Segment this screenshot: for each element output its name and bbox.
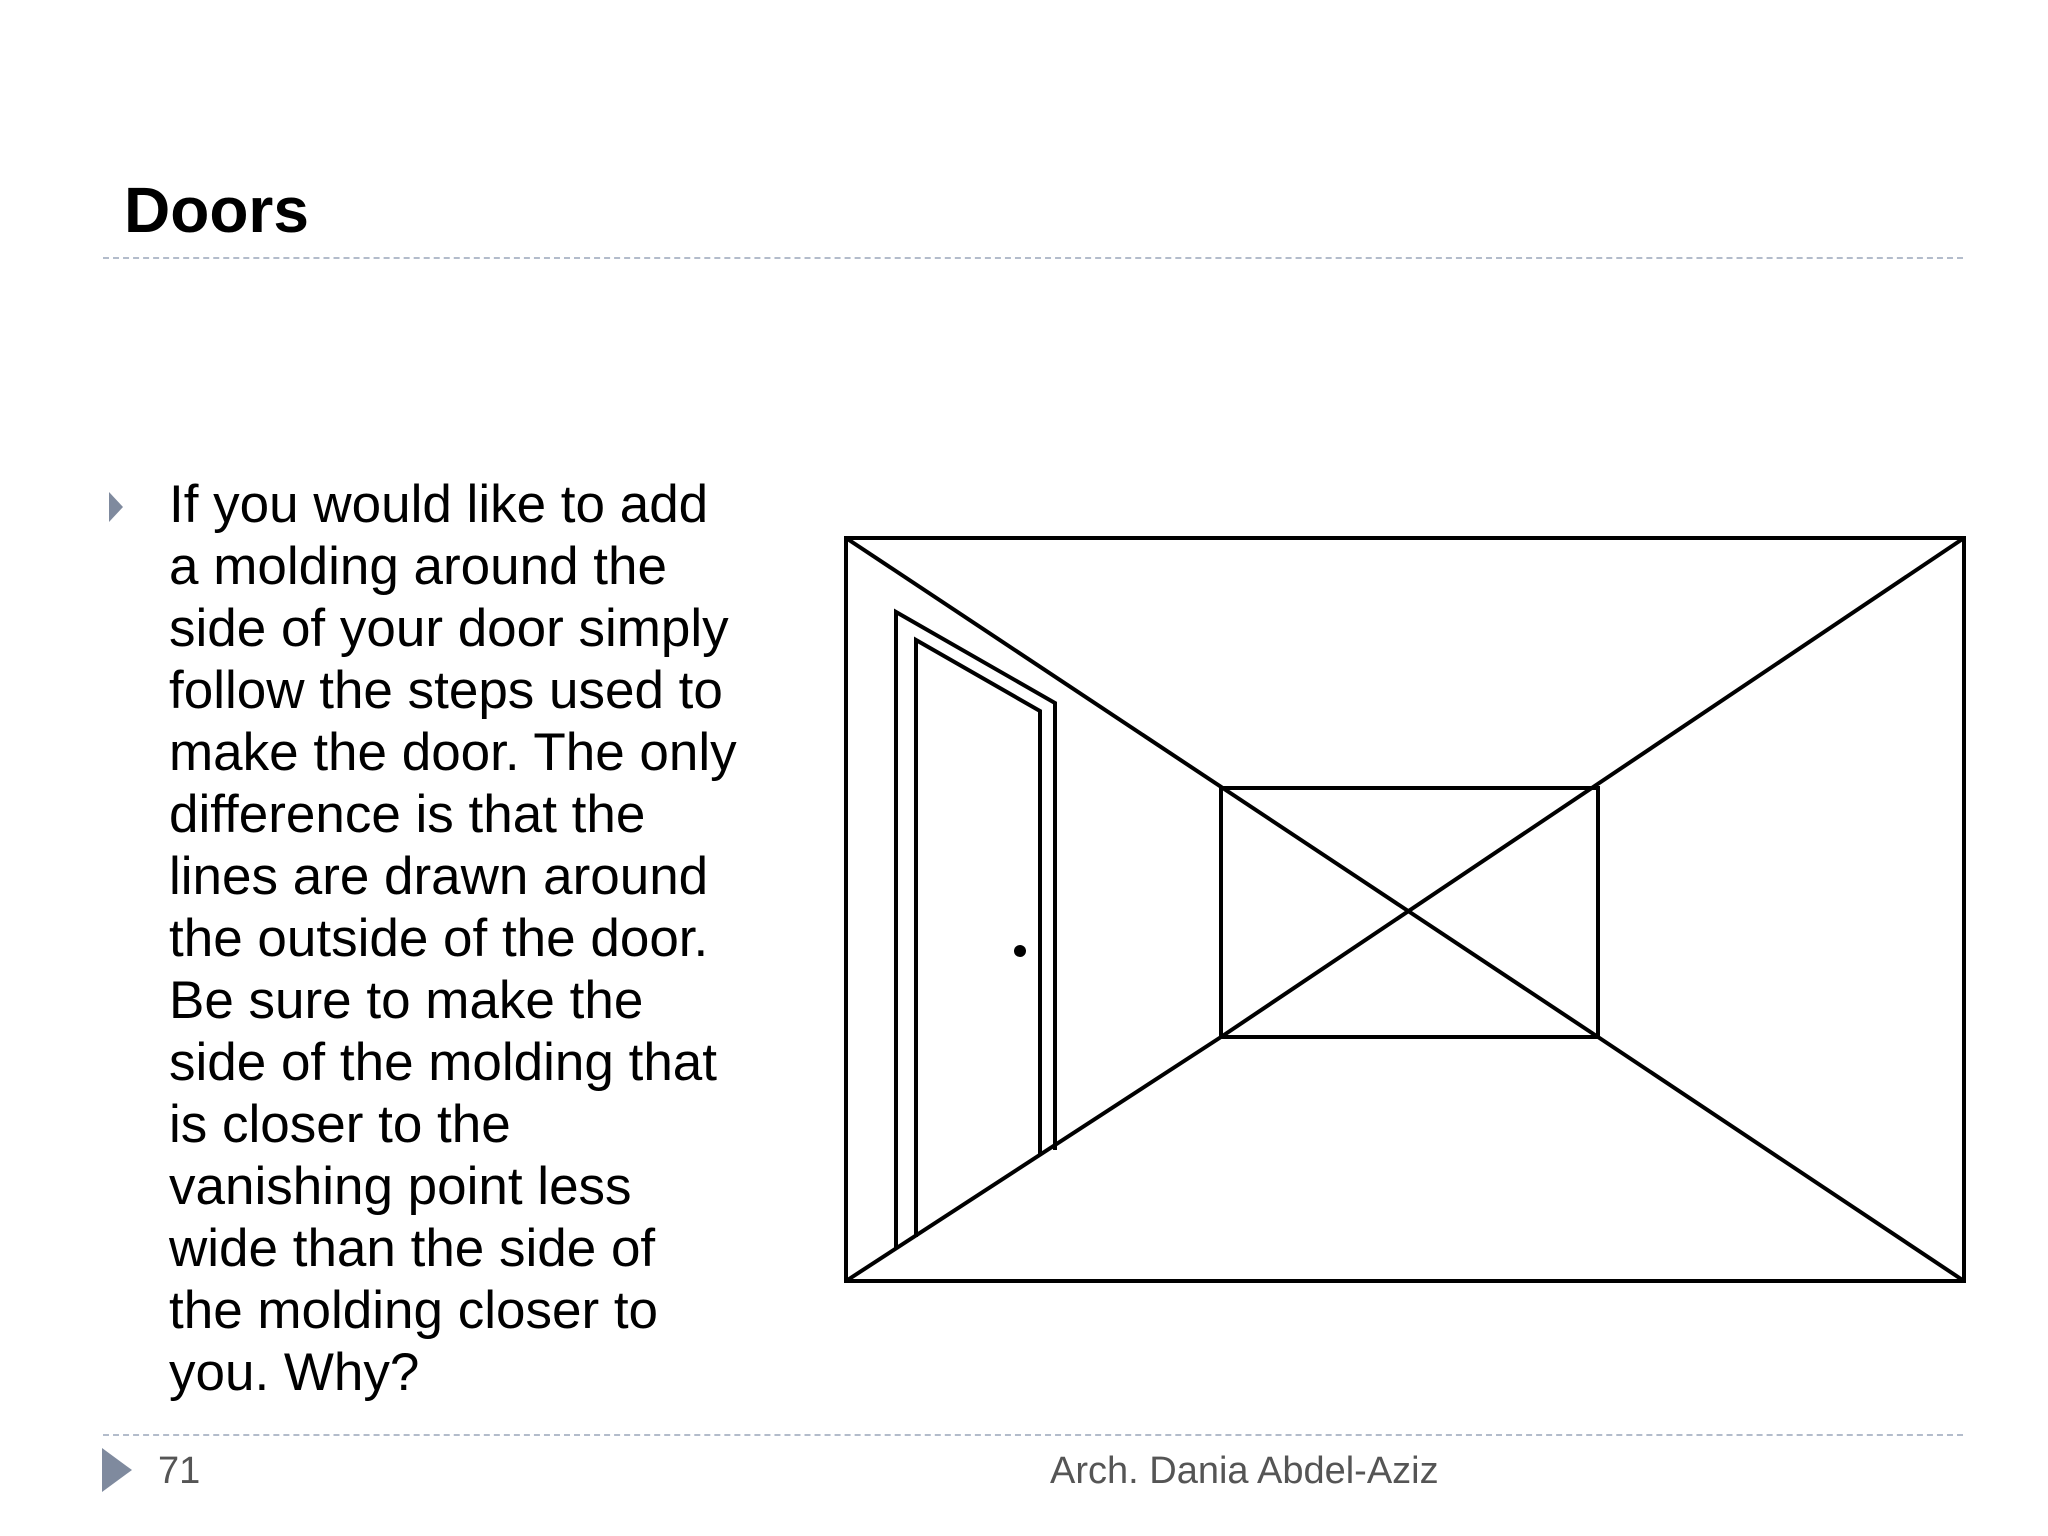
page-number: 71: [158, 1450, 201, 1492]
slide-title: Doors: [124, 174, 309, 246]
title-divider: [103, 257, 1963, 259]
perspective-line: [846, 1037, 1221, 1281]
triangle-bullet-icon: [109, 492, 123, 522]
author-credit: Arch. Dania Abdel-Aziz: [1050, 1450, 1439, 1492]
body-text: If you would like to add a molding around the side of your door simply follow the steps used to make the door. The only difference is that the lines are drawn around the outside of the door. Be sure to make the side of the molding that is closer to the vanishing point less wide than the side of the molding closer to you. Why?: [169, 475, 737, 1402]
footer-divider: [103, 1434, 1963, 1436]
door-panel: [916, 640, 1040, 1237]
perspective-line: [1598, 1037, 1964, 1281]
door-knob: [1014, 945, 1026, 957]
footer-arrow-icon: [102, 1448, 132, 1492]
perspective-door-drawing: [830, 520, 1980, 1290]
